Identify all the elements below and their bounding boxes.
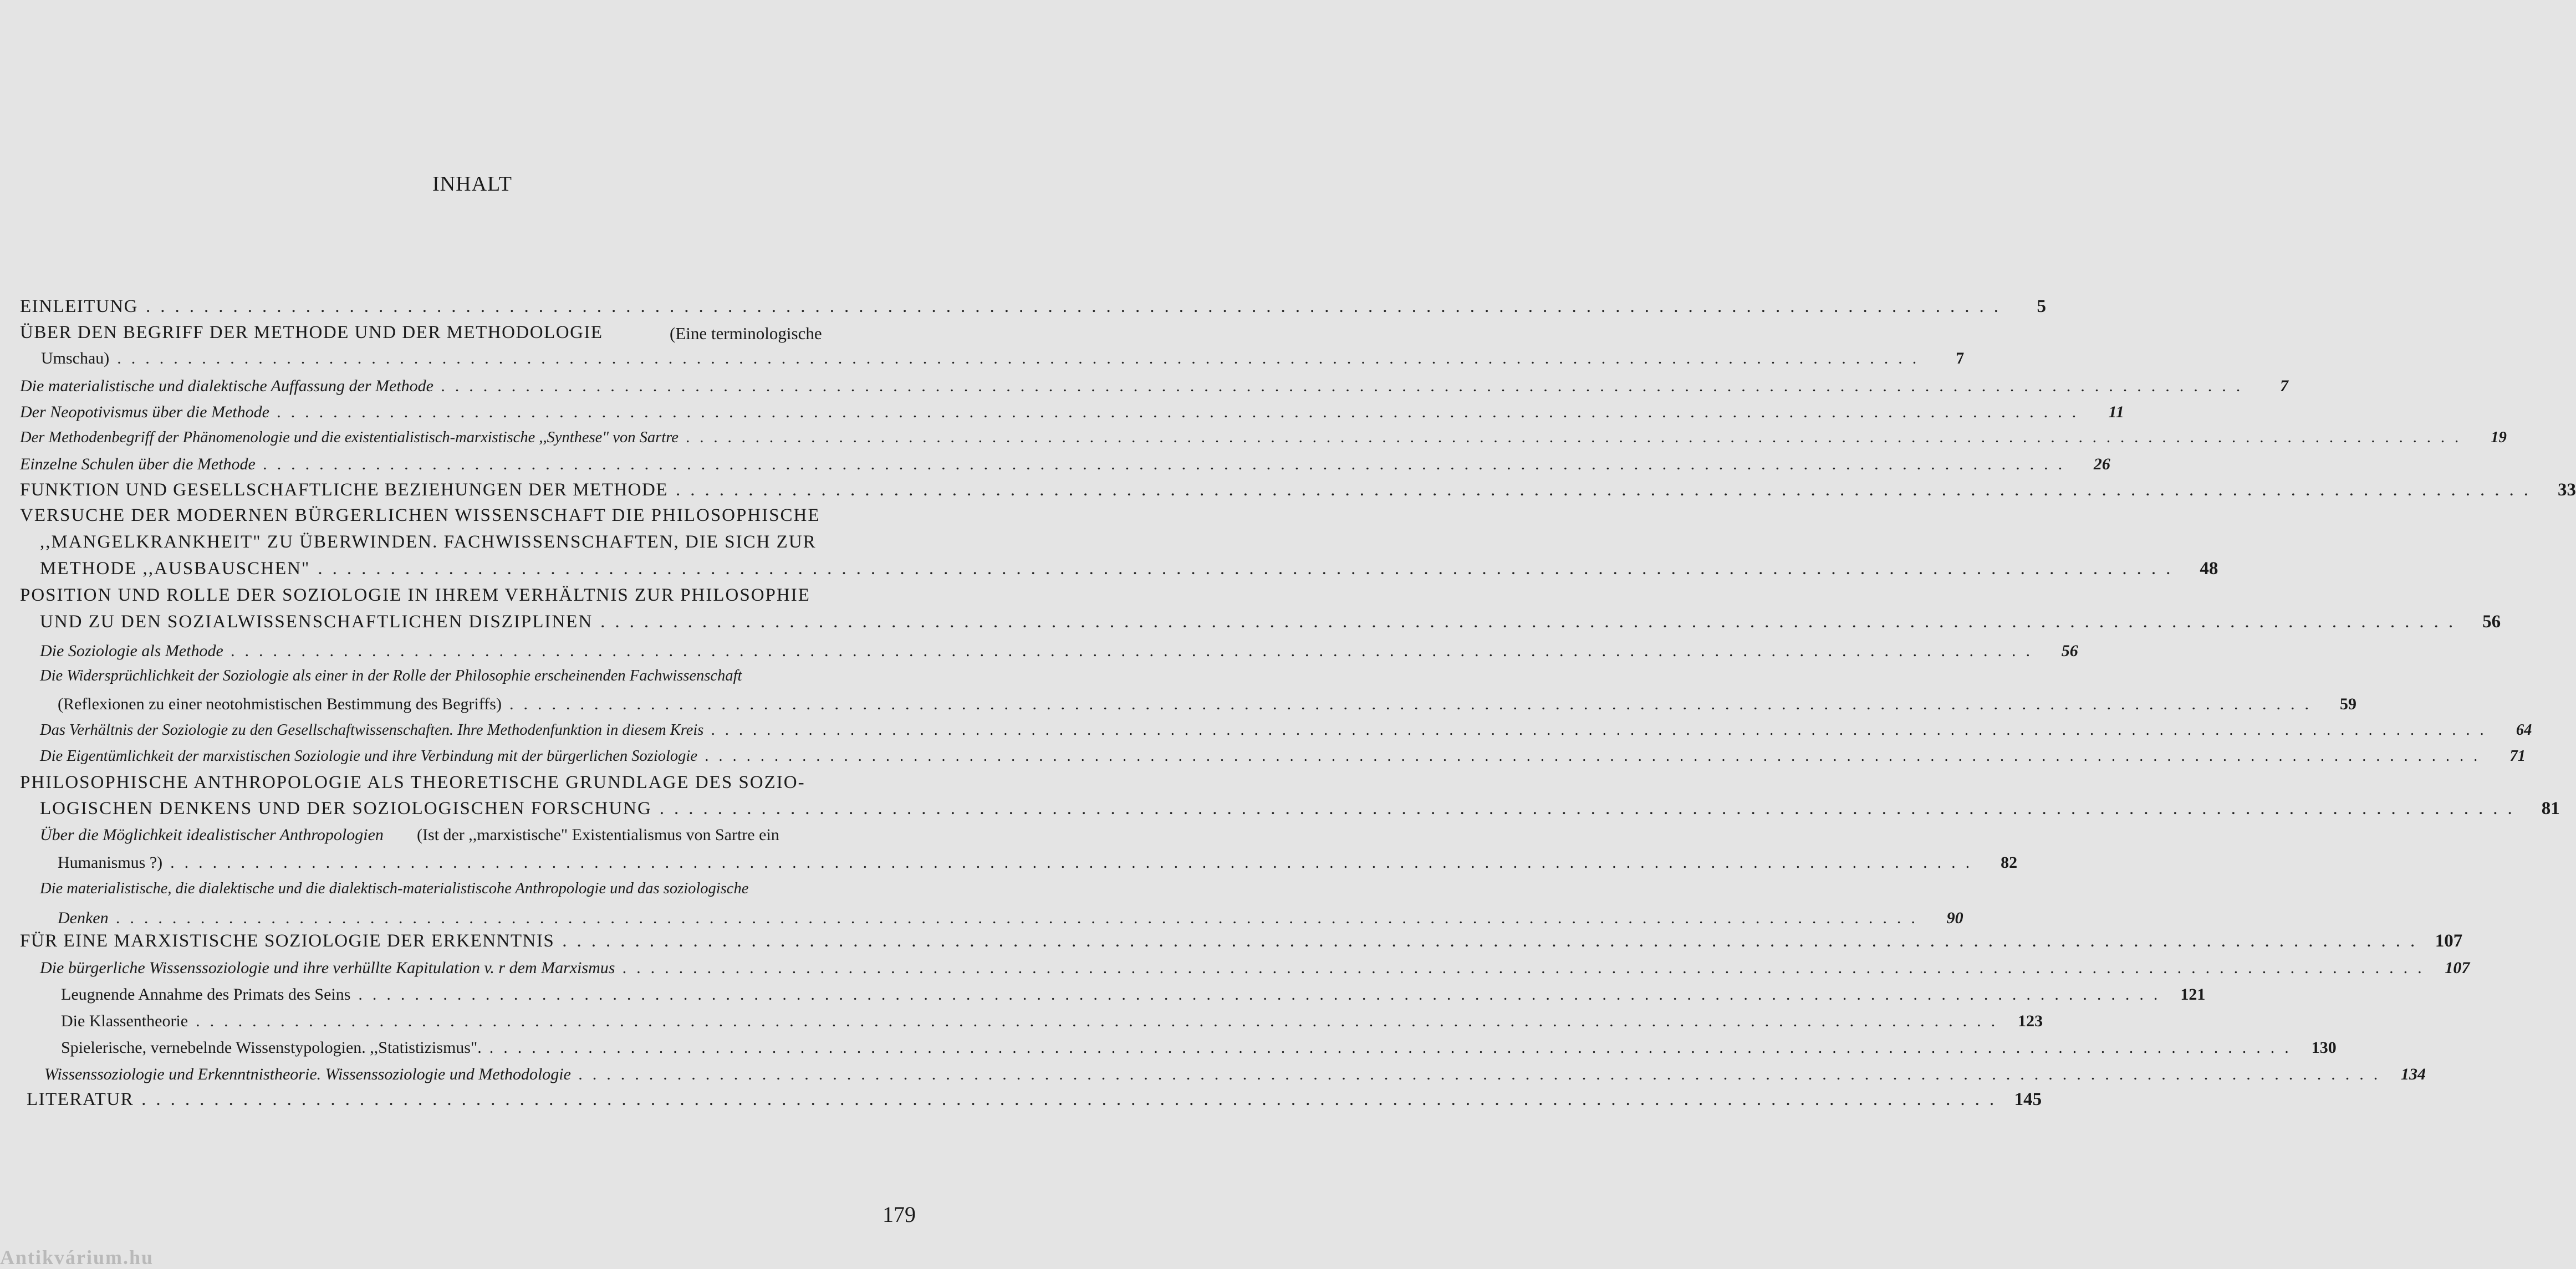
toc-entry-spielerische[interactable] bbox=[61, 1038, 2337, 1057]
toc-entry-soziologie-methode[interactable] bbox=[40, 642, 2078, 661]
toc-entry-title: LOGISCHEN DENKENS UND DER SOZIOLOGISCHEN FORSCHUNG bbox=[40, 799, 652, 818]
toc-entry-begriff-line1b: (Eine terminologische bbox=[670, 324, 822, 343]
toc-entry-title: Die Eigentümlichkeit der marxistischen Soziologie und ihre Verbindung mit der bürgerlichen Soziologie bbox=[40, 748, 697, 765]
toc-entry-versuche-line1[interactable]: VERSUCHE DER MODERNEN BÜRGERLICHEN WISSENSCHAFT DIE PHILOSOPHISCHE bbox=[20, 505, 820, 525]
dot-leader: ................................................................................................................................ bbox=[141, 1089, 2004, 1109]
dot-leader: ................................................................................................................................ bbox=[263, 455, 2073, 473]
toc-page-number: 81 bbox=[2541, 799, 2560, 818]
toc-entry-title: Die Soziologie als Methode bbox=[40, 642, 223, 660]
toc-page-number: 90 bbox=[1946, 909, 1963, 927]
toc-page-number: 59 bbox=[2339, 695, 2356, 713]
toc-entry-title: FUNKTION UND GESELLSCHAFTLICHE BEZIEHUNGEN DER METHODE bbox=[20, 480, 669, 500]
toc-entry-title: METHODE ,,AUSBAUSCHEN" bbox=[40, 559, 310, 579]
dot-leader: ................................................................................................................................ bbox=[676, 480, 2539, 500]
toc-page-number: 123 bbox=[2018, 1012, 2043, 1030]
toc-entry-neopotivismus[interactable] bbox=[20, 403, 2124, 422]
dot-leader: ................................................................................................................................ bbox=[659, 799, 2522, 818]
toc-page-number: 134 bbox=[2400, 1065, 2426, 1083]
toc-entry-eigentuemlichkeit[interactable] bbox=[40, 748, 2526, 765]
toc-entry-title: (Reflexionen zu einer neotohmistischen Bestimmung des Begriffs) bbox=[58, 695, 502, 713]
toc-page-number: 19 bbox=[2491, 429, 2507, 446]
toc-entry-verhaeltnis[interactable] bbox=[40, 722, 2532, 739]
dot-leader: ................................................................................................................................ bbox=[489, 1038, 2299, 1057]
toc-entry-einleitung[interactable] bbox=[20, 296, 2046, 317]
toc-page-number: 33 bbox=[2558, 480, 2576, 500]
toc-entry-widerspruch-line1[interactable]: Die Widersprüchlichkeit der Soziologie als einer in der Rolle der Philosophie erscheinenden Fachwissenschaft bbox=[40, 667, 742, 684]
toc-entry-title: Die Klassentheorie bbox=[61, 1012, 188, 1030]
toc-entry-widerspruch[interactable] bbox=[58, 695, 2356, 714]
toc-heading: INHALT bbox=[432, 172, 512, 196]
toc-entry-funktion[interactable] bbox=[20, 480, 2576, 500]
toc-entry-moeglichkeit-line1b: (Ist der ,,marxistische" Existentialismus von Sartre ein bbox=[417, 826, 779, 844]
dot-leader: ................................................................................................................................ bbox=[231, 642, 2041, 660]
toc-entry-title: Umschau) bbox=[41, 349, 110, 367]
toc-page-number: 82 bbox=[2001, 853, 2018, 872]
toc-entry-title: Spielerische, vernebelnde Wissenstypologien. ,,Statistizismus". bbox=[61, 1038, 482, 1057]
toc-entry-versuche-line2: ,,MANGELKRANKHEIT" ZU ÜBERWINDEN. FACHWISSENSCHAFTEN, DIE SICH ZUR bbox=[40, 532, 817, 552]
toc-entry-title: FÜR EINE MARXISTISCHE SOZIOLOGIE DER ERKENNTNIS bbox=[20, 931, 555, 951]
dot-leader: ................................................................................................................................ bbox=[116, 909, 1926, 927]
toc-entry-title: Wissenssoziologie und Erkenntnistheorie. Wissenssoziologie und Methodologie bbox=[44, 1065, 571, 1083]
toc-entry-dialektische[interactable] bbox=[58, 909, 1963, 928]
toc-entry-wissenssoziologie[interactable] bbox=[40, 959, 2470, 978]
toc-page-number: 71 bbox=[2509, 748, 2526, 765]
dot-leader: ................................................................................................................................ bbox=[705, 748, 2488, 765]
toc-entry-moeglichkeit-line1[interactable]: Über die Möglichkeit idealistischer Anthropologien bbox=[40, 826, 384, 844]
watermark: Antikvárium.hu bbox=[0, 1246, 154, 1268]
toc-entry-moeglichkeit[interactable] bbox=[58, 853, 2018, 872]
toc-page-number: 7 bbox=[2280, 377, 2288, 395]
dot-leader: ................................................................................................................................ bbox=[196, 1012, 2006, 1030]
dot-leader: ................................................................................................................................ bbox=[600, 612, 2463, 632]
toc-entry-title: Die materialistische und dialektische Auffassung der Methode bbox=[20, 377, 433, 395]
toc-page-number: 48 bbox=[2200, 559, 2218, 579]
dot-leader: ................................................................................................................................ bbox=[277, 403, 2087, 421]
toc-entry-title: Einzelne Schulen über die Methode bbox=[20, 455, 256, 473]
toc-entry-anthropologie[interactable] bbox=[40, 799, 2560, 819]
dot-leader: ................................................................................................................................ bbox=[318, 559, 2181, 579]
dot-leader: ................................................................................................................................ bbox=[441, 377, 2251, 395]
toc-entry-schulen[interactable] bbox=[20, 455, 2110, 474]
toc-entry-title: Die bürgerliche Wissenssoziologie und ihre verhüllte Kapitulation v. r dem Marxismus bbox=[40, 959, 615, 977]
page-number: 179 bbox=[883, 1202, 916, 1227]
toc-page-number: 56 bbox=[2061, 642, 2078, 660]
toc-entry-title: Der Methodenbegriff der Phänomenologie und die existentialistisch-marxistische ,,Synthese" von Sartre bbox=[20, 429, 679, 446]
toc-page-number: 64 bbox=[2516, 722, 2532, 739]
toc-entry-anthropologie-line1[interactable]: PHILOSOPHISCHE ANTHROPOLOGIE ALS THEORETISCHE GRUNDLAGE DES SOZIO- bbox=[20, 772, 805, 792]
toc-page-number: 130 bbox=[2311, 1038, 2337, 1057]
toc-entry-literatur[interactable] bbox=[27, 1089, 2042, 1110]
toc-entry-position[interactable] bbox=[40, 612, 2501, 632]
toc-entry-marxistische[interactable] bbox=[20, 931, 2463, 951]
dot-leader: ................................................................................................................................ bbox=[562, 931, 2425, 951]
toc-page-number: 7 bbox=[1956, 349, 1965, 367]
toc-page-number: 145 bbox=[2014, 1089, 2042, 1109]
toc-page-number: 107 bbox=[2445, 959, 2470, 977]
toc-entry-versuche[interactable] bbox=[40, 559, 2218, 579]
dot-leader: ................................................................................................................................ bbox=[117, 349, 1927, 367]
toc-entry-materialistische[interactable] bbox=[20, 377, 2288, 396]
dot-leader: ................................................................................................................................ bbox=[509, 695, 2319, 713]
dot-leader: ................................................................................................................................ bbox=[358, 985, 2168, 1004]
toc-entry-erkenntnistheorie[interactable] bbox=[44, 1065, 2426, 1084]
dot-leader: ................................................................................................................................ bbox=[578, 1065, 2388, 1083]
dot-leader: ................................................................................................................................ bbox=[623, 959, 2432, 977]
toc-page-number: 121 bbox=[2180, 985, 2206, 1004]
toc-entry-title: UND ZU DEN SOZIALWISSENSCHAFTLICHEN DISZIPLINEN bbox=[40, 612, 593, 632]
toc-entry-title: Humanismus ?) bbox=[58, 853, 163, 872]
toc-entry-title: Das Verhältnis der Soziologie zu den Gesellschaftwissenschaften. Ihre Methodenfunktion in diesem Kreis bbox=[40, 722, 704, 739]
dot-leader: ................................................................................................................................ bbox=[145, 296, 2008, 316]
toc-entry-dialektische-line1[interactable]: Die materialistische, die dialektische und die dialektisch-materialistiscohe Anthropologie und das soziologische bbox=[40, 880, 749, 897]
toc-entry-leugnende[interactable] bbox=[61, 985, 2206, 1004]
toc-entry-begriff[interactable] bbox=[41, 349, 1965, 368]
toc-page-number: 5 bbox=[2037, 296, 2046, 316]
dot-leader: ................................................................................................................................ bbox=[170, 853, 1980, 872]
toc-entry-title: EINLEITUNG bbox=[20, 296, 138, 316]
toc-page-number: 26 bbox=[2093, 455, 2110, 473]
toc-entry-begriff-line1[interactable]: ÜBER DEN BEGRIFF DER METHODE UND DER METHODOLOGIE bbox=[20, 323, 603, 342]
dot-leader: ................................................................................................................................ bbox=[686, 429, 2469, 446]
toc-entry-title: LITERATUR bbox=[27, 1089, 134, 1109]
toc-entry-title: Leugnende Annahme des Primats des Seins bbox=[61, 985, 351, 1004]
toc-page-number: 11 bbox=[2108, 403, 2124, 421]
toc-entry-title: Denken bbox=[58, 909, 109, 927]
toc-entry-methodenbegriff[interactable] bbox=[20, 429, 2507, 447]
toc-page-number: 56 bbox=[2482, 612, 2501, 632]
toc-entry-title: Der Neopotivismus über die Methode bbox=[20, 403, 269, 421]
toc-page-number: 107 bbox=[2435, 931, 2463, 951]
toc-entry-klassentheorie[interactable] bbox=[61, 1012, 2043, 1031]
toc-entry-position-line1[interactable]: POSITION UND ROLLE DER SOZIOLOGIE IN IHREM VERHÄLTNIS ZUR PHILOSOPHIE bbox=[20, 585, 810, 605]
dot-leader: ................................................................................................................................ bbox=[711, 722, 2495, 739]
